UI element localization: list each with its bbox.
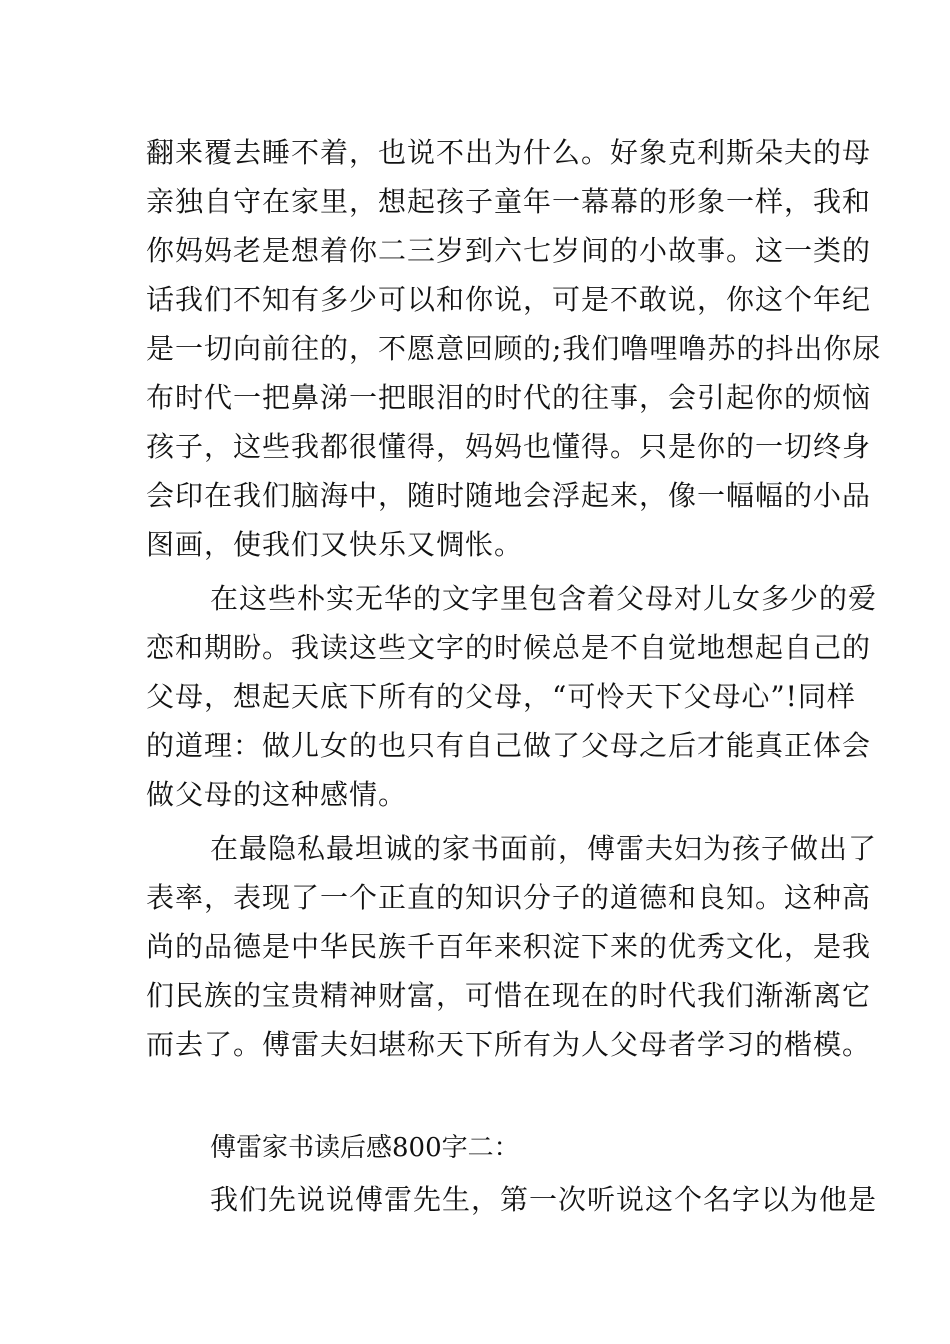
text-line: 尚的品德是中华民族千百年来积淀下来的优秀文化，是我 [146, 930, 872, 963]
text-line: 翻来覆去睡不着，也说不出为什么。好象克利斯朵夫的母 [146, 136, 872, 169]
text-line: 表率，表现了一个正直的知识分子的道德和良知。这种高 [146, 881, 872, 914]
text-line: 在这些朴实无华的文字里包含着父母对儿女多少的爱 [210, 582, 878, 615]
text-line: 你妈妈老是想着你二三岁到六七岁间的小故事。这一类的 [146, 234, 872, 267]
text-line: 图画，使我们又快乐又惆怅。 [146, 528, 524, 561]
text-line: 们民族的宝贵精神财富，可惜在现在的时代我们渐渐离它 [146, 979, 872, 1012]
text-line: 布时代一把鼻涕一把眼泪的时代的往事，会引起你的烦恼 [146, 381, 872, 414]
text-line: 是一切向前往的，不愿意回顾的;我们噜哩噜苏的抖出你尿 [146, 332, 882, 365]
section-heading: 傅雷家书读后感800字二： [210, 1133, 520, 1163]
text-line: 恋和期盼。我读这些文字的时候总是不自觉地想起自己的 [146, 631, 872, 664]
paragraph-4-line: 我们先说说傅雷先生，第一次听说这个名字以为他是 [210, 1183, 878, 1216]
text-line: 亲独自守在家里，想起孩子童年一幕幕的形象一样，我和 [146, 185, 872, 218]
text-line: 孩子，这些我都很懂得，妈妈也懂得。只是你的一切终身 [146, 430, 872, 463]
text-line: 的道理：做儿女的也只有自己做了父母之后才能真正体会 [146, 729, 872, 762]
text-line: 会印在我们脑海中，随时随地会浮起来，像一幅幅的小品 [146, 479, 872, 512]
paragraph-2 [146, 574, 878, 819]
text-line: 话我们不知有多少可以和你说，可是不敢说，你这个年纪 [146, 283, 872, 316]
text-line: 而去了。傅雷夫妇堪称天下所有为人父母者学习的楷模。 [146, 1028, 872, 1061]
paragraph-3 [146, 824, 878, 1069]
paragraph-1 [146, 128, 882, 569]
text-line: 父母，想起天底下所有的父母，“可怜天下父母心”!同样 [146, 680, 856, 713]
text-line: 在最隐私最坦诚的家书面前，傅雷夫妇为孩子做出了 [210, 832, 878, 865]
text-line: 做父母的这种感情。 [146, 778, 408, 811]
